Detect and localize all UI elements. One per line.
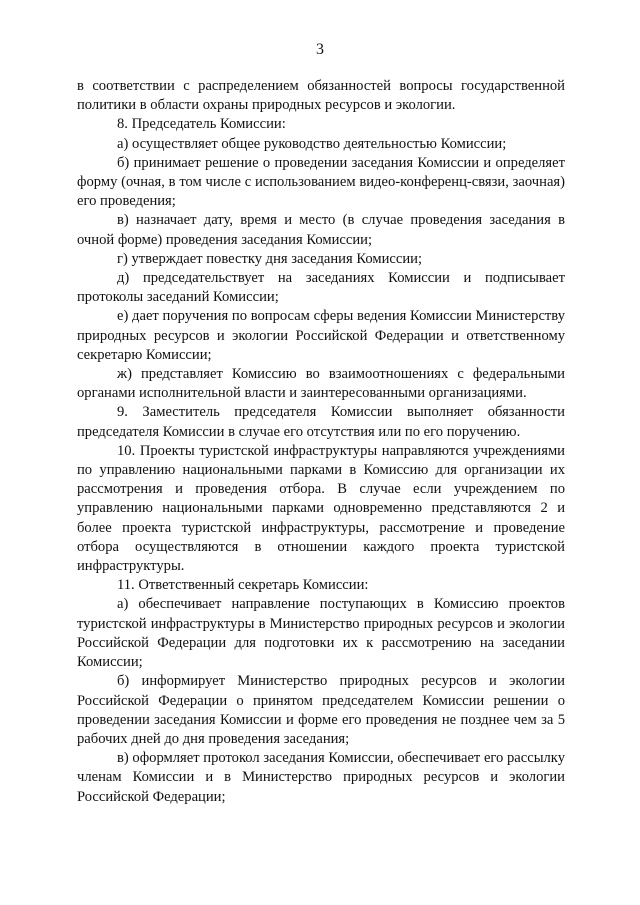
paragraph-8g: г) утверждает повестку дня заседания Комиссии; (117, 250, 423, 267)
paragraph-11b: б) информирует Министерство природных ресурсов и экологии Российской Федерации о принятом председателем Комиссии решении о проведении заседания Комиссии и форме его проведения не позднее чем за 5 рабочих дней до дня проведения заседания; (77, 673, 565, 747)
page-number: 3 (316, 41, 324, 58)
paragraph-8e: е) дает поручения по вопросам сферы ведения Комиссии Министерству природных ресурсов и экологии Российской Федерации и ответственному секретарю Комиссии; (77, 308, 565, 363)
paragraph-8zh: ж) представляет Комиссию во взаимоотношениях с федеральными органами исполнительной власти и заинтересованными организациями. (77, 366, 565, 402)
paragraph-9: 9. Заместитель председателя Комиссии выполняет обязанности председателя Комиссии в случае его отсутствия или по его поручению. (77, 404, 565, 440)
paragraph-10: 10. Проекты туристской инфраструктуры направляются учреждениями по управлению национальными парками в Комиссию для организации их рассмотрения и проведения отбора. В случае если учреждением по управлению национальными парками одновременно представляются 2 и более проекта туристской инфраструктуры, рассмотрение и проведение отбора осуществляются в отношении каждого проекта туристской инфраструктуры. (77, 442, 565, 575)
paragraph-continuation: в соответствии с распределением обязанностей вопросы государственной политики в области охраны природных ресурсов и экологии. (77, 78, 565, 114)
paragraph-8a: а) осуществляет общее руководство деятельностью Комиссии; (117, 135, 507, 152)
paragraph-8d: д) председательствует на заседаниях Комиссии и подписывает протоколы заседаний Комиссии; (77, 270, 565, 306)
paragraph-8-heading: 8. Председатель Комиссии: (117, 116, 286, 133)
document-body (77, 77, 565, 807)
paragraph-11v: в) оформляет протокол заседания Комиссии, обеспечивает его рассылку членам Комиссии и в Министерство природных ресурсов и экологии Российской Федерации; (77, 750, 565, 805)
paragraph-11-heading: 11. Ответственный секретарь Комиссии: (117, 577, 369, 594)
paragraph-11a: а) обеспечивает направление поступающих в Комиссию проектов туристской инфраструктуры в Министерство природных ресурсов и экологии Российской Федерации для подготовки их к рассмотрению на заседании Комиссии; (77, 596, 565, 671)
paragraph-8v: в) назначает дату, время и место (в случае проведения заседания в очной форме) проведения заседания Комиссии; (77, 212, 565, 248)
paragraph-8b: б) принимает решение о проведении заседания Комиссии и определяет форму (очная, в том числе с использованием видео-конференц-связи, заочная) его проведения; (77, 154, 565, 210)
